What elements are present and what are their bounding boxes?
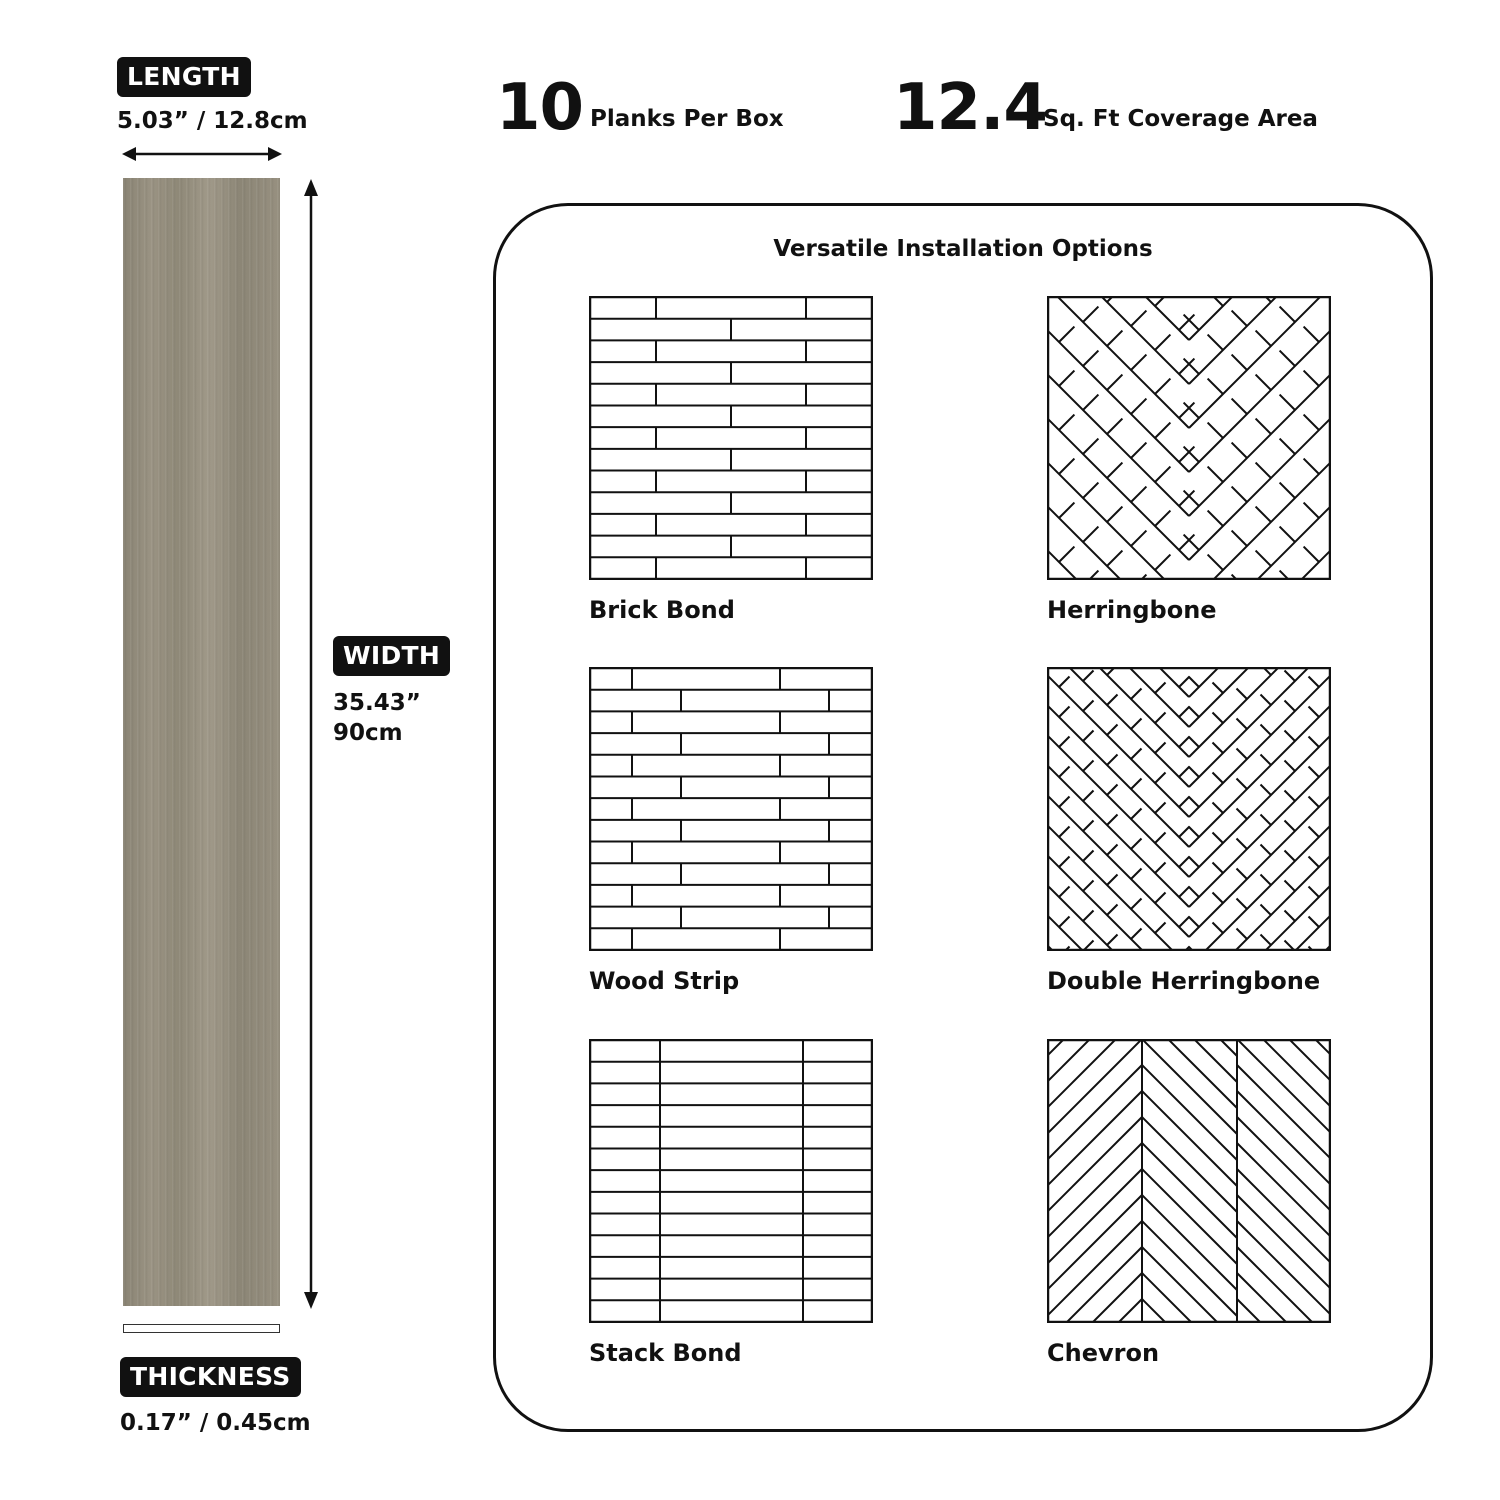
panel-title: Versatile Installation Options — [773, 236, 1153, 262]
planks-count: 10 — [496, 71, 584, 145]
width-cm: 90cm — [333, 720, 403, 746]
width-arrow-icon — [298, 176, 324, 1312]
coverage-value: 12.4 — [893, 71, 1047, 145]
double-herringbone-label: Double Herringbone — [1047, 967, 1321, 995]
wood-strip-pattern-icon — [589, 667, 873, 951]
chevron-label: Chevron — [1047, 1339, 1160, 1367]
planks-label: Planks Per Box — [590, 106, 784, 132]
herringbone-pattern-icon — [1047, 296, 1331, 580]
stack-bond-label: Stack Bond — [589, 1339, 742, 1367]
length-arrow-icon — [118, 142, 288, 166]
coverage-label: Sq. Ft Coverage Area — [1043, 106, 1318, 132]
double-herringbone-pattern-icon — [1047, 667, 1331, 951]
length-value: 5.03” / 12.8cm — [117, 108, 308, 134]
wood-plank-image — [123, 178, 280, 1306]
stack-bond-pattern-icon — [589, 1039, 873, 1323]
brick-bond-label: Brick Bond — [589, 596, 735, 624]
thickness-tag: THICKNESS — [120, 1357, 301, 1397]
wood-strip-label: Wood Strip — [589, 967, 740, 995]
brick-bond-pattern-icon — [589, 296, 873, 580]
thickness-value: 0.17” / 0.45cm — [120, 1410, 311, 1436]
length-tag: LENGTH — [117, 57, 251, 97]
thickness-profile-icon — [123, 1324, 280, 1333]
width-tag: WIDTH — [333, 636, 450, 676]
herringbone-label: Herringbone — [1047, 596, 1217, 624]
chevron-pattern-icon — [1047, 1039, 1331, 1323]
width-inches: 35.43” — [333, 690, 421, 716]
